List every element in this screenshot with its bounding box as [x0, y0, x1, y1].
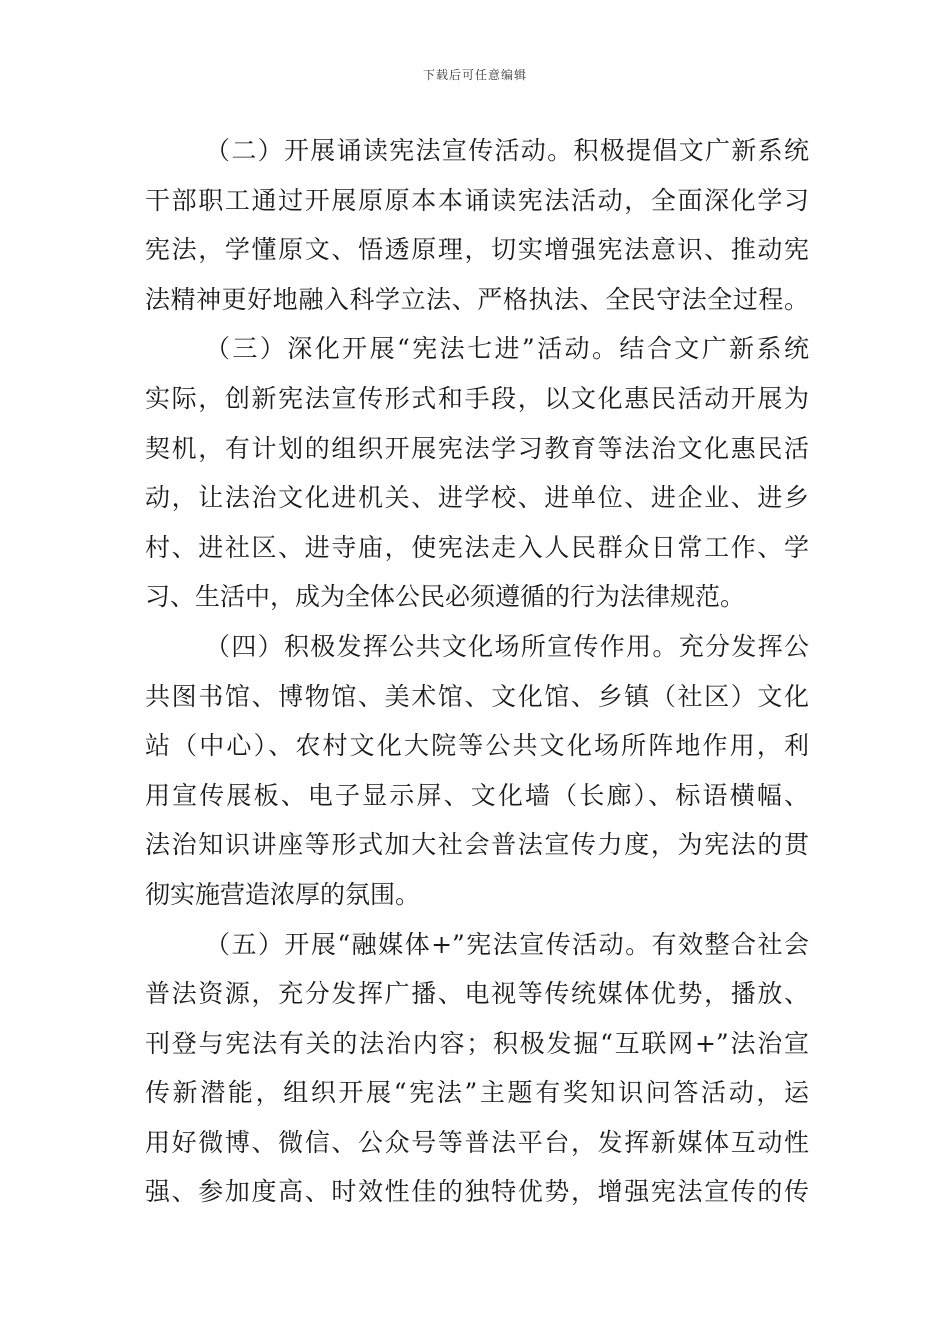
text-line: 实际，创新宪法宣传形式和手段，以文化惠民活动开展为: [145, 383, 809, 413]
text-line: 村、进社区、进寺庙，使宪法走入人民群众日常工作、学: [145, 532, 809, 562]
paragraph: [145, 920, 809, 1218]
text-line: 法治知识讲座等形式加大社会普法宣传力度，为宪法的贯: [145, 830, 809, 860]
text-line: 干部职工通过开展原原本本诵读宪法活动，全面深化学习: [145, 185, 809, 215]
text-line: 彻实施营造浓厚的氛围。: [145, 879, 421, 909]
document-body: [145, 126, 809, 1217]
paragraph: [145, 324, 809, 622]
text-line: （四）积极发挥公共文化场所宣传作用。充分发挥公: [205, 631, 809, 661]
text-line: 普法资源，充分发挥广播、电视等传统媒体优势，播放、: [145, 979, 809, 1009]
paragraph: [145, 622, 809, 920]
text-line: 强、参加度高、时效性佳的独特优势，增强宪法宣传的传: [145, 1177, 809, 1207]
text-line: （五）开展“融媒体+”宪法宣传活动。有效整合社会: [205, 929, 809, 959]
text-line: 共图书馆、博物馆、美术馆、文化馆、乡镇（社区）文化: [145, 681, 809, 711]
text-line: （二）开展诵读宪法宣传活动。积极提倡文广新系统: [205, 136, 809, 165]
text-line: 动，让法治文化进机关、进学校、进单位、进企业、进乡: [145, 483, 809, 513]
text-line: 刊登与宪法有关的法治内容；积极发掘“互联网+”法治宣: [145, 1028, 809, 1058]
text-line: 宪法，学懂原文、悟透原理，切实增强宪法意识、推动宪: [145, 235, 809, 265]
text-line: 法精神更好地融入科学立法、严格执法、全民守法全过程。: [145, 284, 809, 314]
text-line: （三）深化开展“宪法七进”活动。结合文广新系统: [205, 334, 809, 364]
page-header: 下载后可任意编辑: [422, 68, 527, 82]
text-line: 用宣传展板、电子显示屏、文化墙（长廊）、标语横幅、: [145, 780, 809, 810]
text-line: 用好微博、微信、公众号等普法平台，发挥新媒体互动性: [145, 1127, 809, 1157]
paragraph: [145, 126, 809, 324]
text-line: 传新潜能，组织开展“宪法”主题有奖知识问答活动，运: [145, 1078, 809, 1108]
text-line: 习、生活中，成为全体公民必须遵循的行为法律规范。: [145, 582, 746, 612]
text-line: 站（中心）、农村文化大院等公共文化场所阵地作用，利: [145, 731, 809, 761]
text-line: 契机，有计划的组织开展宪法学习教育等法治文化惠民活: [145, 433, 809, 463]
